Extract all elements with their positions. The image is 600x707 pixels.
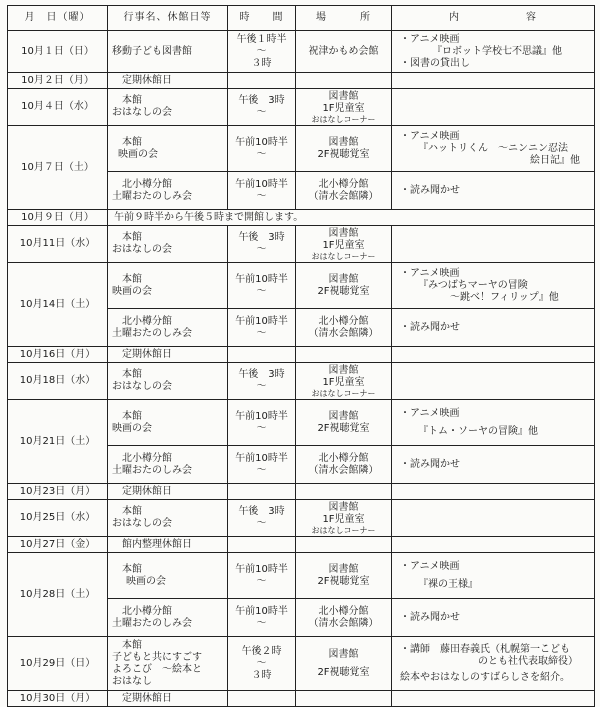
place-line: （清水会館隣） xyxy=(308,617,379,629)
place-cell xyxy=(296,263,392,309)
branch-name: 本館 xyxy=(122,95,142,106)
place-line: 図書館 xyxy=(328,410,359,422)
content-cell xyxy=(392,226,595,263)
place-line: 北小樽分館 xyxy=(318,605,369,617)
time-tilde: ～ xyxy=(256,381,267,392)
event-cell xyxy=(108,446,228,484)
event-cell: 移動子ども図書館 xyxy=(108,31,228,73)
event-name: よろこび ～絵本と xyxy=(112,663,202,675)
date-cell: 10月30日（月） xyxy=(8,691,108,707)
branch-name: 本館 xyxy=(122,232,142,243)
event-cell xyxy=(108,637,228,691)
place-line: 図書館 xyxy=(328,273,359,285)
place-line: 北小樽分館 xyxy=(318,315,369,327)
place-line: 2F視聴覚室 xyxy=(317,422,370,434)
content-cell xyxy=(392,263,595,309)
time-cell xyxy=(228,400,296,446)
content-cell xyxy=(392,89,595,126)
content-cell xyxy=(392,691,595,707)
place-cell xyxy=(296,89,392,126)
date-cell: 10月４日（水） xyxy=(8,89,108,126)
place-line: 図書館 xyxy=(328,227,359,239)
time-cell xyxy=(228,691,296,707)
time-cell xyxy=(228,637,296,691)
schedule-table xyxy=(7,5,595,707)
event-name: おはなし xyxy=(112,675,152,687)
time-end: ３時 xyxy=(251,669,272,681)
content-cell xyxy=(392,73,595,89)
time-start: 午前10時半 xyxy=(235,410,288,422)
event-name: 映画の会 xyxy=(112,422,152,434)
event-cell: 定期休館日 xyxy=(108,691,228,707)
time-cell xyxy=(228,226,296,263)
time-tilde: ～ xyxy=(256,464,267,476)
content-cell: ・読み聞かせ xyxy=(392,446,595,484)
date-cell: 10月23日（月） xyxy=(8,484,108,500)
branch-name: 北小樽分館 xyxy=(122,605,172,617)
place-line: 2F視聴覚室 xyxy=(317,148,370,160)
place-line: （清水会館隣） xyxy=(308,464,379,476)
time-start: 午前10時半 xyxy=(235,273,288,285)
table-row xyxy=(8,637,595,691)
event-cell xyxy=(108,89,228,126)
time-tilde: ～ xyxy=(256,575,267,587)
table-row xyxy=(8,126,595,172)
table-row xyxy=(8,347,595,363)
time-tilde: ～ xyxy=(256,244,267,255)
place-line: おはなしコーナー xyxy=(311,251,376,261)
date-cell: 10月16日（月） xyxy=(8,347,108,363)
content-cell xyxy=(392,126,595,172)
place-cell xyxy=(296,599,392,637)
content-line: 『裸の王様』 xyxy=(418,578,478,590)
time-tilde: ～ xyxy=(256,148,267,160)
place-cell xyxy=(296,691,392,707)
content-line: 絵本やおはなしのすばらしさを紹介。 xyxy=(400,671,570,683)
time-start: 午前10時半 xyxy=(235,178,288,190)
table-row xyxy=(8,500,595,537)
place-line: 1F児童室 xyxy=(322,239,365,251)
place-cell xyxy=(296,637,392,691)
branch-name: 北小樽分館 xyxy=(122,452,172,464)
time-cell xyxy=(228,599,296,637)
time-tilde: ～ xyxy=(256,107,267,118)
date-cell: 10月９日（月） xyxy=(8,210,108,226)
date-cell: 10月28日（土） xyxy=(8,553,108,637)
place-line: 図書館 xyxy=(328,364,359,376)
event-cell xyxy=(108,309,228,347)
time-start: 午後 3時 xyxy=(238,369,285,380)
content-cell xyxy=(392,637,595,691)
time-start: 午後 3時 xyxy=(238,232,285,243)
event-name: 映画の会 xyxy=(126,575,166,587)
event-name: 土曜おたのしみ会 xyxy=(112,464,192,476)
content-line: ・図書の貸出し xyxy=(400,57,470,69)
date-cell: 10月２日（月） xyxy=(8,73,108,89)
date-cell: 10月18日（水） xyxy=(8,363,108,400)
time-tilde: ～ xyxy=(256,617,267,629)
place-line: おはなしコーナー xyxy=(311,388,376,398)
time-cell xyxy=(228,89,296,126)
time-start: 午後１時半 xyxy=(236,33,287,45)
time-tilde: ～ xyxy=(256,45,267,57)
date-cell: 10月29日（日） xyxy=(8,637,108,691)
place-line: （清水会館隣） xyxy=(308,190,379,202)
event-cell xyxy=(108,599,228,637)
header-date: 月 日（曜） xyxy=(8,6,108,31)
date-cell: 10月11日（水） xyxy=(8,226,108,263)
content-cell xyxy=(392,400,595,446)
event-name: おはなしの会 xyxy=(112,244,172,255)
place-cell xyxy=(296,537,392,553)
content-line: ・アニメ映画 xyxy=(400,130,460,142)
place-line: 2F視聴覚室 xyxy=(317,285,370,297)
content-line: 『ハットリくん ～ニンニン忍法 xyxy=(418,142,568,154)
table-row xyxy=(8,31,595,73)
time-cell xyxy=(228,363,296,400)
content-cell: ・読み聞かせ xyxy=(392,599,595,637)
time-tilde: ～ xyxy=(256,422,267,434)
content-line: ・アニメ映画 xyxy=(400,407,460,419)
time-cell xyxy=(228,484,296,500)
place-line: （清水会館隣） xyxy=(308,327,379,339)
event-cell: 定期休館日 xyxy=(108,347,228,363)
place-cell xyxy=(296,73,392,89)
time-start: 午後２時 xyxy=(241,645,282,657)
time-cell xyxy=(228,172,296,210)
time-cell xyxy=(228,126,296,172)
time-start: 午前10時半 xyxy=(235,452,288,464)
time-cell xyxy=(228,31,296,73)
branch-name: 本館 xyxy=(122,506,142,517)
branch-name: 北小樽分館 xyxy=(122,315,172,327)
event-cell: 定期休館日 xyxy=(108,484,228,500)
content-line: ・アニメ映画 xyxy=(400,33,460,45)
time-tilde: ～ xyxy=(256,190,267,202)
place-cell xyxy=(296,446,392,484)
content-cell xyxy=(392,363,595,400)
place-line: 図書館 xyxy=(328,501,359,513)
content-cell: ・読み聞かせ xyxy=(392,172,595,210)
event-cell xyxy=(108,363,228,400)
place-line: おはなしコーナー xyxy=(311,525,376,535)
place-cell xyxy=(296,500,392,537)
place-cell xyxy=(296,553,392,599)
place-cell xyxy=(296,347,392,363)
time-start: 午後 3時 xyxy=(238,95,285,106)
header-place: 場 所 xyxy=(296,6,392,31)
event-cell xyxy=(108,400,228,446)
place-cell: 祝津かもめ会館 xyxy=(296,31,392,73)
branch-name: 本館 xyxy=(122,410,142,422)
event-name: 映画の会 xyxy=(112,285,152,297)
table-row xyxy=(8,89,595,126)
place-line: 北小樽分館 xyxy=(318,452,369,464)
event-cell xyxy=(108,126,228,172)
content-line: 『みつばちマーヤの冒険 xyxy=(418,279,528,291)
time-start: 午前10時半 xyxy=(235,563,288,575)
content-line: ・講師 藤田春義氏（札幌第一こども xyxy=(400,643,570,655)
place-cell xyxy=(296,484,392,500)
place-cell xyxy=(296,400,392,446)
event-name: 土曜おたのしみ会 xyxy=(112,327,192,339)
content-line: 絵日記』他 xyxy=(530,154,580,166)
branch-name: 本館 xyxy=(122,563,142,575)
date-cell: 10月７日（土） xyxy=(8,126,108,210)
header-time: 時 間 xyxy=(228,6,296,31)
date-cell: 10月21日（土） xyxy=(8,400,108,484)
content-line: ～跳べ！フィリップ』他 xyxy=(450,291,559,303)
date-cell: 10月14日（土） xyxy=(8,263,108,347)
notice-cell: 午前９時半から午後５時まで開館します。 xyxy=(108,210,595,226)
time-cell xyxy=(228,309,296,347)
time-cell xyxy=(228,537,296,553)
date-cell: 10月27日（金） xyxy=(8,537,108,553)
content-cell: ・読み聞かせ xyxy=(392,309,595,347)
event-name: 土曜おたのしみ会 xyxy=(112,617,192,629)
branch-name: 本館 xyxy=(122,136,142,148)
event-name: おはなしの会 xyxy=(112,107,172,118)
header-event: 行事名、休館日等 xyxy=(108,6,228,31)
header-row xyxy=(8,6,595,31)
place-line: 図書館 xyxy=(328,90,359,102)
time-cell xyxy=(228,446,296,484)
place-line: 1F児童室 xyxy=(322,102,365,114)
event-cell xyxy=(108,500,228,537)
content-cell xyxy=(392,347,595,363)
date-cell: 10月１日（日） xyxy=(8,31,108,73)
table-row xyxy=(8,400,595,446)
time-start: 午前10時半 xyxy=(235,136,288,148)
table-row xyxy=(8,484,595,500)
event-cell: 館内整理休館日 xyxy=(108,537,228,553)
time-tilde: ～ xyxy=(256,518,267,529)
event-cell: 定期休館日 xyxy=(108,73,228,89)
time-cell xyxy=(228,263,296,309)
place-cell xyxy=(296,172,392,210)
time-end: ３時 xyxy=(251,57,272,69)
branch-name: 北小樽分館 xyxy=(122,178,172,190)
place-line: おはなしコーナー xyxy=(311,114,376,124)
content-cell xyxy=(392,31,595,73)
place-line: 図書館 xyxy=(328,563,359,575)
time-cell xyxy=(228,347,296,363)
time-start: 午前10時半 xyxy=(235,605,288,617)
table-row xyxy=(8,553,595,599)
branch-name: 本館 xyxy=(122,369,142,380)
event-cell xyxy=(108,226,228,263)
header-content: 内 容 xyxy=(392,6,595,31)
event-name: おはなしの会 xyxy=(112,381,172,392)
place-cell xyxy=(296,126,392,172)
place-line: 1F児童室 xyxy=(322,513,365,525)
event-name: 土曜おたのしみ会 xyxy=(112,190,192,202)
time-start: 午前10時半 xyxy=(235,315,288,327)
table-row xyxy=(8,363,595,400)
content-cell xyxy=(392,500,595,537)
event-name: 子どもと共にすごす xyxy=(112,651,202,663)
content-cell xyxy=(392,553,595,599)
time-tilde: ～ xyxy=(256,327,267,339)
content-line: 『ロボット学校七不思議』他 xyxy=(432,45,562,57)
place-line: 図書館 xyxy=(328,136,359,148)
time-start: 午後 3時 xyxy=(238,506,285,517)
table-row xyxy=(8,73,595,89)
table-row xyxy=(8,226,595,263)
table-row xyxy=(8,537,595,553)
place-cell xyxy=(296,363,392,400)
content-cell xyxy=(392,484,595,500)
time-cell xyxy=(228,73,296,89)
place-line: 2F視聴覚室 xyxy=(317,666,370,678)
place-cell xyxy=(296,226,392,263)
place-line: 図書館 xyxy=(328,648,359,660)
event-cell xyxy=(108,263,228,309)
branch-name: 本館 xyxy=(122,639,142,651)
content-line: ・アニメ映画 xyxy=(400,560,460,572)
date-cell: 10月25日（水） xyxy=(8,500,108,537)
table-row xyxy=(8,691,595,707)
event-cell xyxy=(108,553,228,599)
content-cell xyxy=(392,537,595,553)
place-line: 1F児童室 xyxy=(322,376,365,388)
time-cell xyxy=(228,500,296,537)
event-cell xyxy=(108,172,228,210)
event-name: おはなしの会 xyxy=(112,518,172,529)
place-cell xyxy=(296,309,392,347)
content-line: ・アニメ映画 xyxy=(400,267,460,279)
content-line: 『トム・ソーヤの冒険』他 xyxy=(418,425,538,437)
event-name: 映画の会 xyxy=(118,148,158,160)
time-tilde: ～ xyxy=(256,285,267,297)
time-tilde: ～ xyxy=(256,657,267,669)
time-cell xyxy=(228,553,296,599)
table-row xyxy=(8,263,595,309)
place-line: 北小樽分館 xyxy=(318,178,369,190)
branch-name: 本館 xyxy=(122,273,142,285)
content-line: のとも社代表取締役） xyxy=(478,655,578,667)
table-row xyxy=(8,210,595,226)
place-line: 2F視聴覚室 xyxy=(317,575,370,587)
